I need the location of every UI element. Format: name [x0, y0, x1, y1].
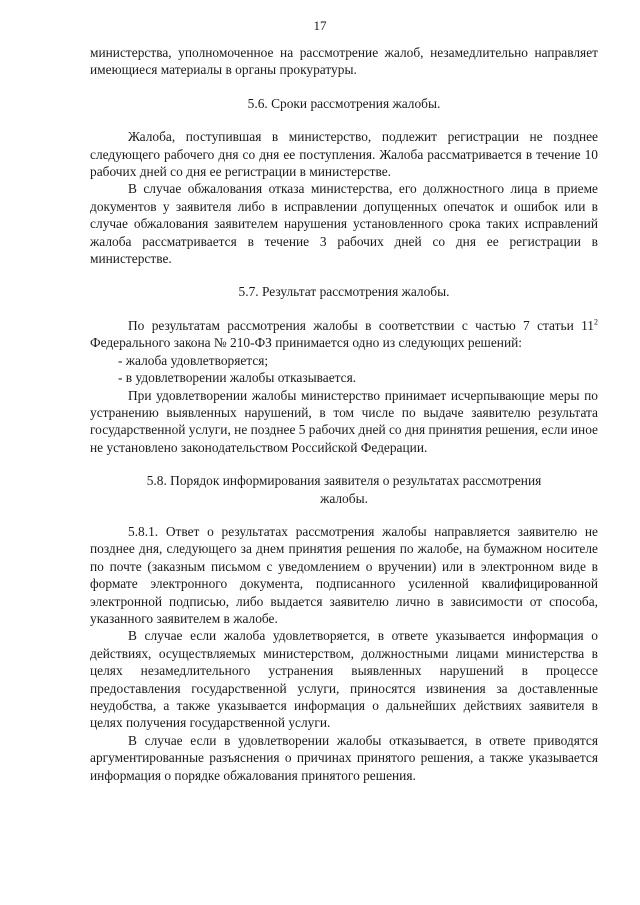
paragraph-5-7-b: При удовлетворении жалобы министерство принимает исчерпывающие меры по устранению выявленных нарушений, в том числе по выдаче заявителю результата государственной услуги, не позднее 5 рабочих дней со дня принятия решения, если иное не установлено законодательством Российской Федерации.	[90, 387, 598, 455]
page-number: 17	[313, 18, 327, 33]
paragraph-5-7-a: По результатам рассмотрения жалобы в соответствии с частью 7 статьи $11^2$ Федерального закона № 210-ФЗ принимается одно из следующих решений:	[90, 317, 598, 351]
paragraph-5-8-2: В случае если жалоба удовлетворяется, в ответе указывается информация о действиях, осуществляемых министерством, должностными лицами министерства в целях незамедлительного устранения выявленных нарушений в процессе предоставления государственной услуги, приносятся извинения за доставленные неудобства, а также указывается информация о дальнейших действиях заявителя в целях получения государственной услуги.	[90, 628, 598, 731]
heading-5-8-line2: жалобы.	[320, 490, 368, 506]
document-body	[90, 44, 598, 784]
paragraph-5-8-1: 5.8.1. Ответ о результатах рассмотрения жалобы направляется заявителю не позднее дня, следующего за днем принятия решения по жалобе, на бумажном носителе по почте (заказным письмом с уведомлением о вручении) или в электронном виде в формате электронного документа, подписанного усиленной квалифицированной электронной подписью, либо выдается заявителю лично в зависимости от способа, указанного заявителем в жалобе.	[90, 523, 598, 626]
heading-5-8-line1: 5.8. Порядок информирования заявителя о результатах рассмотрения	[146, 473, 542, 489]
list-item-1: - жалоба удовлетворяется;	[118, 352, 269, 368]
heading-5-6: 5.6. Сроки рассмотрения жалобы.	[247, 95, 441, 111]
paragraph-5-6-a: Жалоба, поступившая в министерство, подлежит регистрации не позднее следующего рабочего дня со дня ее поступления. Жалоба рассматривается в течение 10 рабочих дней со дня ее регистрации в министерстве.	[90, 129, 598, 180]
superscript-article-number: 2	[594, 317, 598, 327]
list-item-2: - в удовлетворении жалобы отказывается.	[118, 370, 357, 386]
heading-5-7: 5.7. Результат рассмотрения жалобы.	[238, 284, 450, 300]
paragraph-intro: министерства, уполномоченное на рассмотрение жалоб, незамедлительно направляет имеющиеся материалы в органы прокуратуры.	[90, 45, 598, 78]
paragraph-5-8-3: В случае если в удовлетворении жалобы отказывается, в ответе приводятся аргументированные разъяснения о причинах принятого решения, а также указывается информация о порядке обжалования принятого решения.	[90, 732, 598, 783]
paragraph-5-6-b: В случае обжалования отказа министерства, его должностного лица в приеме документов у заявителя либо в исправлении допущенных опечаток и ошибок или в случае обжалования заявителем нарушения установленного срока таких исправлений жалоба рассматривается в течение 3 рабочих дней со дня ее регистрации в министерстве.	[90, 181, 598, 267]
